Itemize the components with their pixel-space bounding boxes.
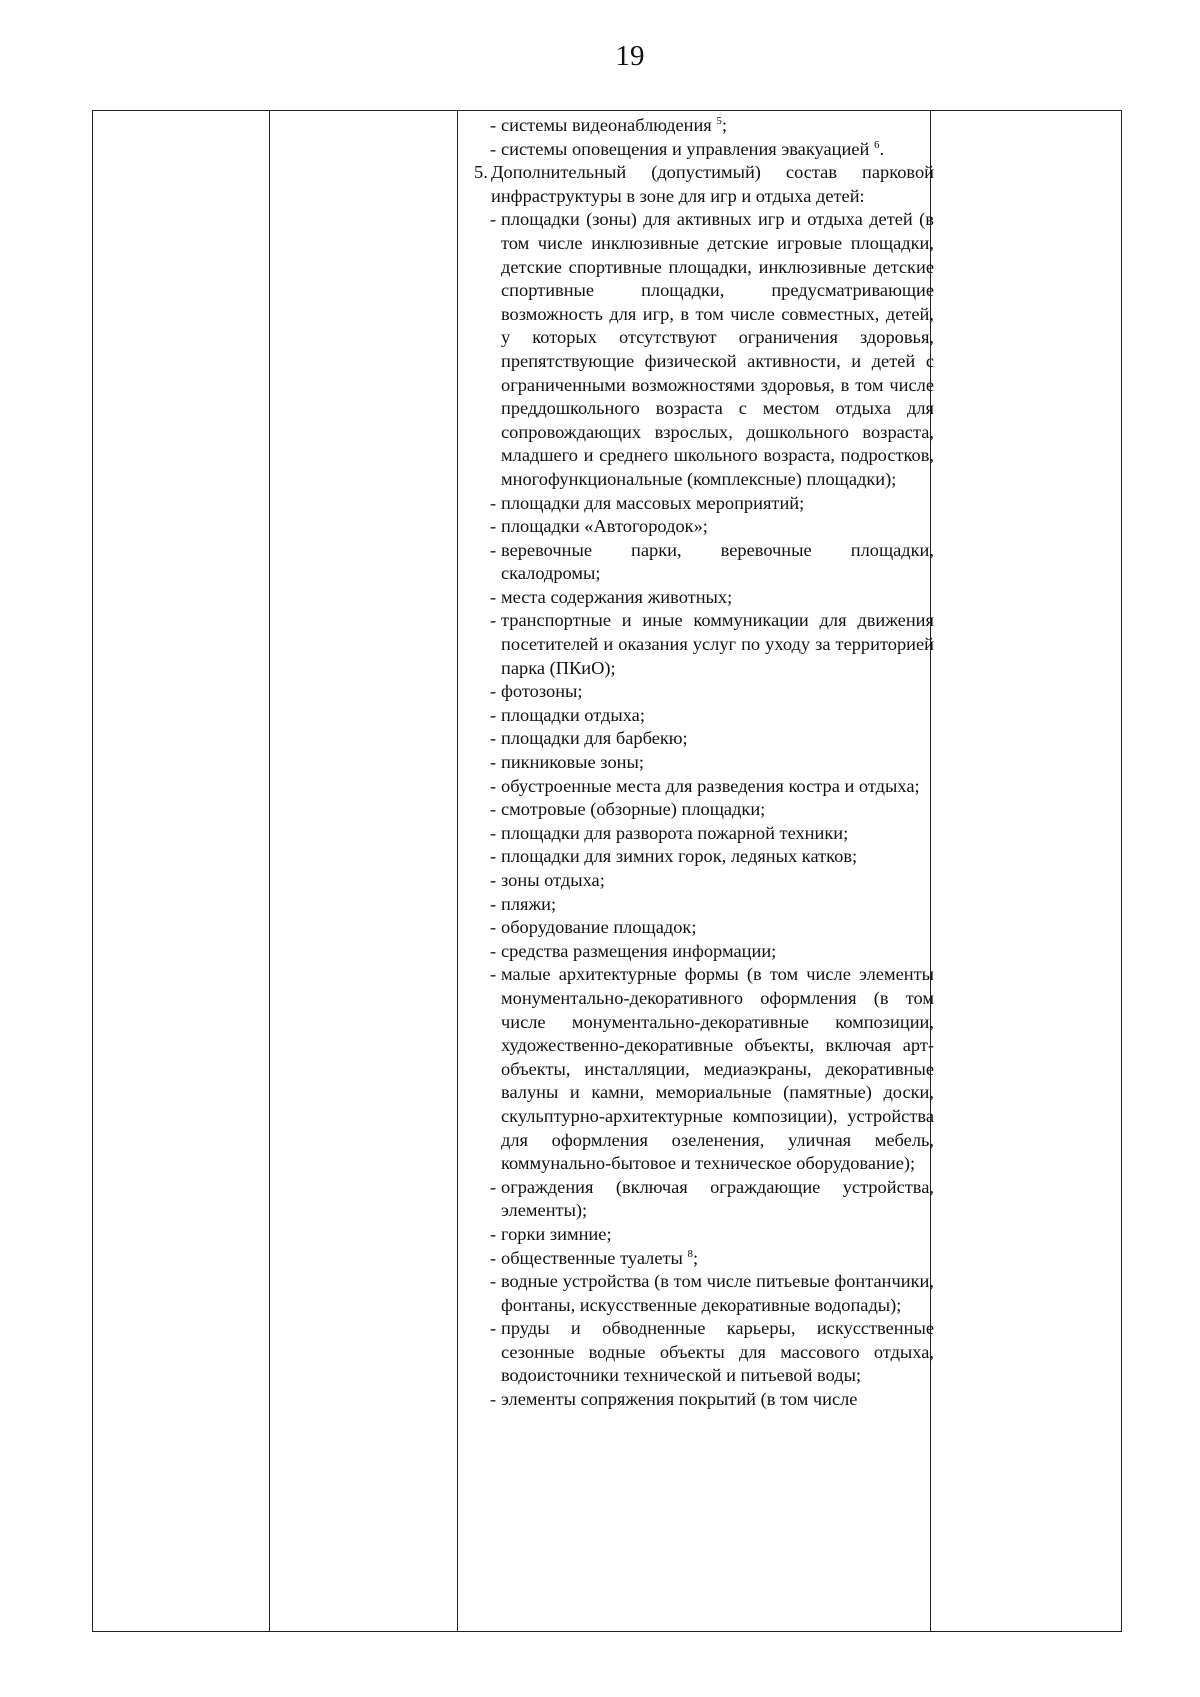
list-item [474, 586, 934, 610]
list-item-text: пляжи; [501, 893, 557, 914]
list-dash: - [490, 893, 497, 914]
list-item-text: зоны отдыха; [501, 870, 605, 890]
list-item [474, 1388, 934, 1412]
infrastructure-list [474, 114, 934, 1412]
table-column-divider-1 [269, 111, 270, 1631]
list-dash: - [490, 799, 497, 820]
list-dash: - [490, 1318, 497, 1339]
list-item-text: площадки (зоны) для активных игр и отдыха детей (в том числе инклюзивные детские игровые площадки, детские спортивные площадки, инклюзивные детские спортивные площадки, предусматривающие возможность для игр, в том числе совместных, детей, у которых отсутствуют ограничения здоровья, препятствующие физической активности, и детей с ограниченными возможностями здоровья, в том числе преддошкольного возраста с местом отдыха для сопровождающих взрослых, дошкольного возраста, младшего и среднего школьного возраста, подростков, многофункциональные (комплексные) площадки); [501, 209, 934, 489]
list-item [474, 822, 934, 846]
list-item-text: водные устройства (в том числе питьевые фонтанчики, фонтаны, искусственные декоративные водопады); [501, 1271, 934, 1315]
list-item [474, 515, 934, 539]
list-dash: - [490, 822, 497, 843]
list-item-text: фотозоны; [501, 681, 583, 702]
footnote-marker: 6 [873, 138, 880, 151]
list-item-text: веревочные парки, веревочные площадки, скалодромы; [501, 539, 934, 584]
footnote-marker: 8 [687, 1247, 693, 1260]
section-heading-text: Дополнительный (допустимый) состав парковой инфраструктуры в зоне для игр и отдыха детей: [491, 162, 934, 206]
list-item-punctuation: ; [693, 1247, 699, 1268]
list-item-text: пруды и обводненные карьеры, искусственные сезонные водные объекты для массового отдыха, водоисточники технической и питьевой воды; [501, 1318, 934, 1386]
list-item-text: площадки «Автогородок»; [501, 516, 708, 537]
list-item [474, 1223, 934, 1247]
table-column-divider-2 [457, 111, 458, 1631]
list-item-punctuation: . [879, 138, 885, 159]
list-item-text: общественные туалеты [501, 1247, 683, 1268]
list-dash: - [490, 681, 497, 702]
list-dash: - [490, 728, 497, 749]
list-item [474, 751, 934, 775]
list-dash: - [490, 115, 497, 135]
footnote-marker: 5 [716, 114, 722, 127]
list-item-text: площадки для зимних горок, ледяных катков; [501, 846, 858, 867]
page-number: 19 [615, 40, 645, 72]
list-item-text: ограждения (включая ограждающие устройства, элементы); [501, 1176, 934, 1221]
list-dash: - [490, 539, 497, 560]
list-item-text: обустроенные места для разведения костра и отдыха; [501, 775, 920, 796]
list-item [474, 492, 934, 516]
list-item [474, 1270, 934, 1317]
list-item-text: системы оповещения и управления эвакуацией [501, 138, 870, 159]
list-item-text: площадки для массовых мероприятий; [501, 492, 805, 513]
list-item [474, 963, 934, 1175]
list-dash: - [490, 752, 497, 773]
list-item [474, 1317, 934, 1388]
list-item [474, 539, 934, 586]
list-item [474, 114, 934, 138]
list-dash: - [490, 516, 497, 537]
list-item [474, 775, 934, 799]
list-item-text: площадки отдыха; [501, 704, 645, 725]
list-item [474, 704, 934, 728]
list-dash: - [490, 209, 497, 230]
list-dash: - [490, 917, 497, 938]
list-item-text: горки зимние; [501, 1223, 612, 1244]
list-item [474, 609, 934, 680]
list-item [474, 1247, 934, 1271]
list-dash: - [490, 1223, 497, 1244]
list-dash: - [490, 138, 497, 159]
list-item-text: средства размещения информации; [501, 940, 777, 961]
list-item-punctuation: ; [721, 115, 727, 135]
list-dash: - [490, 870, 497, 890]
list-dash: - [490, 1271, 497, 1292]
list-item-text: места содержания животных; [501, 586, 733, 607]
list-item-text: транспортные и иные коммуникации для движения посетителей и оказания услуг по уходу за территорией парка (ПКиО); [501, 610, 934, 678]
list-dash: - [490, 775, 497, 796]
list-dash: - [490, 586, 497, 607]
list-item-text: смотровые (обзорные) площадки; [501, 799, 766, 820]
section-heading [474, 161, 934, 208]
list-dash: - [490, 610, 497, 631]
list-dash: - [490, 964, 497, 985]
list-item [474, 845, 934, 869]
list-dash: - [490, 704, 497, 725]
list-item [474, 727, 934, 751]
list-dash: - [490, 492, 497, 513]
list-dash: - [490, 940, 497, 961]
list-item [474, 893, 934, 917]
list-dash: - [490, 846, 497, 867]
list-item-text: площадки для барбекю; [501, 728, 688, 749]
list-item-text: малые архитектурные формы (в том числе элементы монументально-декоративного оформления (в том числе монументально-декоративные композиции, художественно-декоративные объекты, включая арт-объекты, инсталляции, медиаэкраны, декоративные валуны и камни, мемориальные (памятные) доски, скульптурно-архитектурные композиции), устройства для оформления озеленения, уличная мебель, коммунально-бытовое и техническое оборудование); [501, 964, 934, 1174]
list-dash: - [490, 1389, 497, 1410]
list-item-text: пикниковые зоны; [501, 752, 644, 773]
list-item [474, 916, 934, 940]
list-dash: - [490, 1176, 497, 1197]
list-item-text: системы видеонаблюдения [501, 115, 712, 135]
list-item [474, 680, 934, 704]
list-item-text: площадки для разворота пожарной техники; [501, 822, 849, 843]
list-item-text: оборудование площадок; [501, 917, 697, 938]
list-item [474, 208, 934, 491]
list-dash: - [490, 1247, 497, 1268]
list-item-text: элементы сопряжения покрытий (в том числе [501, 1389, 858, 1410]
list-item [474, 869, 934, 893]
list-item [474, 798, 934, 822]
list-item [474, 1176, 934, 1223]
section-number: 5. [474, 162, 488, 183]
list-item [474, 940, 934, 964]
list-item [474, 138, 934, 162]
